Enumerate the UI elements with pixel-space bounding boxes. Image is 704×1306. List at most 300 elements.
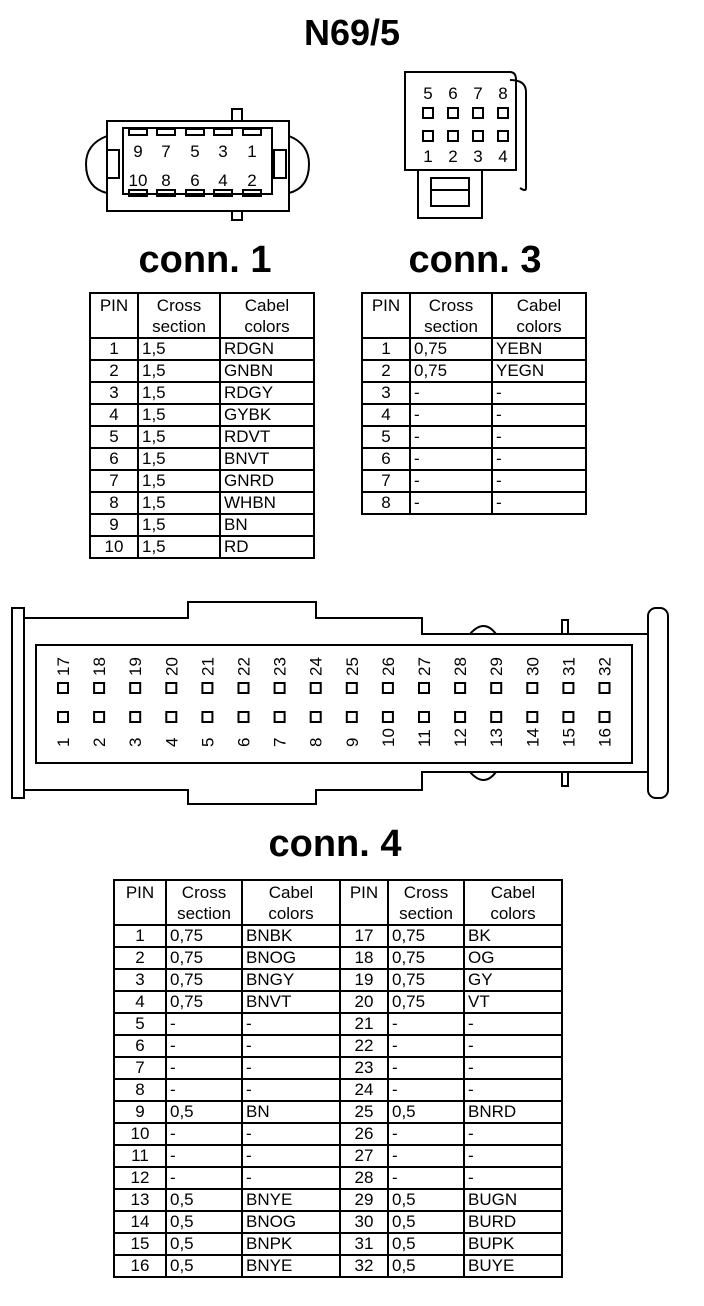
- pin-cell: 12: [114, 1167, 166, 1189]
- table-cell: -: [166, 1145, 242, 1167]
- table-row: [114, 1233, 562, 1255]
- table-cell: -: [410, 382, 492, 404]
- conn4-slot-bottom: [563, 712, 573, 722]
- table-row: [90, 404, 314, 426]
- conn4-pin-label: 15: [559, 728, 579, 747]
- conn4-pin-label: 18: [90, 657, 110, 676]
- conn4-pin-label: 31: [559, 657, 579, 676]
- table-cell: BNVT: [242, 991, 340, 1013]
- conn1-pin-table: [89, 292, 315, 559]
- table-cell: -: [464, 1035, 562, 1057]
- table-row: [362, 426, 586, 448]
- conn1-left-clip: [86, 136, 107, 193]
- conn4-pin-label: 19: [126, 657, 146, 676]
- pin-cell: 11: [114, 1145, 166, 1167]
- conn3-pin-label: 1: [423, 147, 433, 166]
- table-row: [114, 1189, 562, 1211]
- conn4-slot-top: [455, 683, 465, 693]
- conn3-slot-top: [448, 108, 458, 118]
- pin-cell: 10: [90, 536, 138, 558]
- table-cell: -: [166, 1035, 242, 1057]
- header-line: colors: [244, 317, 290, 336]
- table-row: [114, 969, 562, 991]
- conn4-pin-label: 32: [595, 657, 615, 676]
- conn4-slot-bottom: [94, 712, 104, 722]
- table-cell: GYBK: [220, 404, 314, 426]
- table-row: [114, 947, 562, 969]
- conn1-pin-label: 10: [128, 171, 148, 190]
- header-line: Cabel: [516, 296, 562, 315]
- table-row: [114, 925, 562, 947]
- table-cell: 0,5: [388, 1101, 464, 1123]
- table-cell: 0,5: [388, 1233, 464, 1255]
- table-cell: BNOG: [242, 1211, 340, 1233]
- conn4-slot-bottom: [239, 712, 249, 722]
- table-cell: -: [492, 492, 586, 514]
- conn4-pin-label: 7: [270, 737, 290, 747]
- table-cell: -: [410, 470, 492, 492]
- conn4-pin-label: 17: [54, 657, 73, 676]
- table-header-row: [90, 293, 314, 338]
- table-cell: 0,75: [410, 360, 492, 382]
- table-cell: RDGN: [220, 338, 314, 360]
- table-cell: BUGN: [464, 1189, 562, 1211]
- table-cell: -: [464, 1123, 562, 1145]
- table-cell: 0,5: [166, 1101, 242, 1123]
- conn4-slot-top: [491, 683, 501, 693]
- table-cell: -: [242, 1057, 340, 1079]
- conn3-pin-label: 3: [473, 147, 483, 166]
- table-row: [90, 426, 314, 448]
- conn4-pin-label: 16: [595, 728, 615, 747]
- table-cell: -: [166, 1167, 242, 1189]
- table-cell: 1,5: [138, 426, 220, 448]
- table-cell: 0,5: [166, 1211, 242, 1233]
- table-cell: 0,75: [166, 991, 242, 1013]
- conn4-pin-label: 23: [270, 657, 290, 676]
- conn1-slot-top: [214, 129, 232, 135]
- table-cell: -: [242, 1013, 340, 1035]
- header-line: Cabel: [244, 296, 290, 315]
- conn4-slots: [58, 683, 610, 722]
- cross-section-header: [410, 293, 492, 338]
- conn4-slot-bottom: [491, 712, 501, 722]
- table-cell: BN: [242, 1101, 340, 1123]
- table-row: [114, 1211, 562, 1233]
- table-cell: RDGY: [220, 382, 314, 404]
- table-cell: -: [388, 1167, 464, 1189]
- table-cell: 1,5: [138, 536, 220, 558]
- table-cell: 0,75: [388, 947, 464, 969]
- pin-cell: 1: [114, 925, 166, 947]
- table-cell: 0,5: [166, 1189, 242, 1211]
- table-cell: 1,5: [138, 448, 220, 470]
- table-cell: -: [492, 426, 586, 448]
- conn1-pin-label: 8: [161, 171, 171, 190]
- conn4-pin-label: 25: [342, 657, 362, 676]
- conn4-bottom-bump: [470, 772, 496, 780]
- conn3-pin-labels: [423, 84, 507, 166]
- pin-cell: 3: [90, 382, 138, 404]
- conn3-slot-bottom: [473, 131, 483, 141]
- table-row: [90, 536, 314, 558]
- pin-cell: 10: [114, 1123, 166, 1145]
- pin-header: PIN: [362, 293, 410, 338]
- header-line: colors: [490, 904, 536, 923]
- pin-cell: 32: [340, 1255, 388, 1277]
- conn1-latch-top: [232, 109, 242, 121]
- conn4-top-pin: [562, 620, 568, 634]
- table-cell: -: [242, 1035, 340, 1057]
- conn4-pin-table: [113, 879, 563, 1278]
- pin-header: PIN: [114, 880, 166, 925]
- pin-cell: 15: [114, 1233, 166, 1255]
- table-cell: 1,5: [138, 360, 220, 382]
- table-row: [362, 360, 586, 382]
- table-cell: -: [242, 1123, 340, 1145]
- table-cell: -: [464, 1145, 562, 1167]
- pin-cell: 20: [340, 991, 388, 1013]
- conn1-right-key: [274, 150, 286, 178]
- conn3-slot-bottom: [448, 131, 458, 141]
- table-cell: -: [410, 426, 492, 448]
- table-cell: 1,5: [138, 382, 220, 404]
- table-cell: YEBN: [492, 338, 586, 360]
- conn3-pin-label: 2: [448, 147, 458, 166]
- pin-cell: 2: [114, 947, 166, 969]
- table-row: [114, 1057, 562, 1079]
- table-cell: -: [166, 1123, 242, 1145]
- table-cell: BNYE: [242, 1255, 340, 1277]
- pin-cell: 19: [340, 969, 388, 991]
- pin-cell: 23: [340, 1057, 388, 1079]
- pin-cell: 6: [114, 1035, 166, 1057]
- header-line: Cabel: [490, 883, 536, 902]
- conn1-drawing: [86, 109, 309, 220]
- conn4-pin-label: 6: [234, 737, 254, 747]
- table-cell: -: [410, 404, 492, 426]
- table-cell: 0,75: [388, 991, 464, 1013]
- cross-section-header: [388, 880, 464, 925]
- table-row: [362, 448, 586, 470]
- conn3-pin-label: 8: [498, 84, 508, 103]
- table-cell: -: [388, 1035, 464, 1057]
- conn4-pin-label: 24: [306, 657, 326, 676]
- table-row: [362, 470, 586, 492]
- table-cell: BUYE: [464, 1255, 562, 1277]
- conn3-slot-bottom: [423, 131, 433, 141]
- table-cell: 1,5: [138, 514, 220, 536]
- pin-cell: 27: [340, 1145, 388, 1167]
- table-row: [114, 1101, 562, 1123]
- table-cell: BURD: [464, 1211, 562, 1233]
- table-row: [362, 404, 586, 426]
- table-cell: BNYE: [242, 1189, 340, 1211]
- conn3-slot-top: [473, 108, 483, 118]
- conn4-pin-label: 2: [90, 737, 110, 747]
- table-cell: 0,5: [388, 1211, 464, 1233]
- conn4-pin-label: 12: [451, 728, 471, 747]
- table-row: [114, 1167, 562, 1189]
- pin-cell: 31: [340, 1233, 388, 1255]
- conn4-pin-label: 28: [451, 657, 471, 676]
- conn4-slot-top: [202, 683, 212, 693]
- header-line: Cross: [156, 296, 202, 315]
- table-row: [114, 991, 562, 1013]
- conn4-pin-label: 4: [162, 737, 182, 747]
- conn1-pin-labels: [129, 142, 257, 190]
- table-cell: -: [388, 1079, 464, 1101]
- conn4-bottom-pin: [562, 772, 568, 786]
- conn4-slot-top: [239, 683, 249, 693]
- conn4-slot-bottom: [347, 712, 357, 722]
- conn1-pin-label: 3: [218, 142, 228, 161]
- conn3-pin-label: 5: [423, 84, 433, 103]
- pin-cell: 4: [362, 404, 410, 426]
- pin-cell: 22: [340, 1035, 388, 1057]
- table-cell: GNBN: [220, 360, 314, 382]
- pin-cell: 7: [90, 470, 138, 492]
- conn1-slot-top: [129, 129, 147, 135]
- conn4-slot-top: [419, 683, 429, 693]
- table-cell: BNGY: [242, 969, 340, 991]
- table-cell: 1,5: [138, 404, 220, 426]
- conn4-pin-label: 21: [198, 657, 218, 676]
- cabel-colors-header: [220, 293, 314, 338]
- pin-cell: 4: [90, 404, 138, 426]
- conn3-slot-top: [423, 108, 433, 118]
- table-cell: GY: [464, 969, 562, 991]
- table-cell: BNBK: [242, 925, 340, 947]
- pin-cell: 8: [362, 492, 410, 514]
- conn4-slot-top: [563, 683, 573, 693]
- table-cell: BNPK: [242, 1233, 340, 1255]
- conn4-pin-label: 27: [415, 657, 434, 676]
- pin-cell: 5: [90, 426, 138, 448]
- pin-cell: 2: [362, 360, 410, 382]
- table-cell: -: [242, 1079, 340, 1101]
- header-line: section: [177, 904, 231, 923]
- pin-cell: 17: [340, 925, 388, 947]
- conn4-slot-top: [311, 683, 321, 693]
- conn4-pin-label: 30: [523, 657, 543, 676]
- table-row: [114, 1035, 562, 1057]
- conn1-slot-top: [186, 129, 204, 135]
- conn3-pin-label: 7: [473, 84, 483, 103]
- table-cell: OG: [464, 947, 562, 969]
- table-cell: -: [464, 1167, 562, 1189]
- conn4-slot-bottom: [419, 712, 429, 722]
- conn4-slot-top: [58, 683, 68, 693]
- conn3-slots: [423, 108, 508, 141]
- conn4-slot-bottom: [600, 712, 610, 722]
- table-row: [90, 470, 314, 492]
- pin-cell: 6: [362, 448, 410, 470]
- table-cell: BUPK: [464, 1233, 562, 1255]
- conn4-pin-label: 29: [487, 657, 507, 676]
- table-cell: 0,75: [166, 925, 242, 947]
- conn4-pin-label: 9: [342, 737, 362, 747]
- table-cell: 0,5: [166, 1233, 242, 1255]
- conn1-slot-top: [157, 129, 175, 135]
- conn4-pin-label: 8: [306, 737, 326, 747]
- pin-cell: 3: [362, 382, 410, 404]
- table-row: [362, 338, 586, 360]
- conn4-pin-label: 14: [523, 728, 543, 747]
- conn4-pin-label: 3: [126, 737, 146, 747]
- conn4-slot-bottom: [383, 712, 393, 722]
- table-cell: -: [410, 448, 492, 470]
- conn3-slot-top: [498, 108, 508, 118]
- table-cell: VT: [464, 991, 562, 1013]
- conn3-title: conn. 3: [408, 239, 542, 281]
- table-cell: -: [464, 1079, 562, 1101]
- table-cell: WHBN: [220, 492, 314, 514]
- table-cell: -: [388, 1123, 464, 1145]
- pin-cell: 29: [340, 1189, 388, 1211]
- pin-cell: 8: [114, 1079, 166, 1101]
- header-line: section: [152, 317, 206, 336]
- pin-cell: 9: [114, 1101, 166, 1123]
- cabel-colors-header: [242, 880, 340, 925]
- table-cell: -: [388, 1057, 464, 1079]
- conn3-slot-bottom: [498, 131, 508, 141]
- conn4-slot-bottom: [311, 712, 321, 722]
- pin-cell: 18: [340, 947, 388, 969]
- pin-cell: 7: [362, 470, 410, 492]
- pin-cell: 26: [340, 1123, 388, 1145]
- conn4-slot-bottom: [275, 712, 285, 722]
- table-row: [362, 382, 586, 404]
- conn1-left-key: [107, 150, 119, 178]
- table-cell: BNOG: [242, 947, 340, 969]
- header-line: Cross: [403, 883, 449, 902]
- table-row: [90, 382, 314, 404]
- table-row: [90, 360, 314, 382]
- table-cell: 0,75: [388, 925, 464, 947]
- conn4-pin-labels: [54, 657, 615, 747]
- conn4-pin-label: 11: [415, 729, 434, 747]
- conn4-pin-label: 5: [198, 737, 218, 747]
- conn1-pin-label: 5: [190, 142, 200, 161]
- table-row: [114, 1013, 562, 1035]
- pin-header: PIN: [90, 293, 138, 338]
- conn4-slot-top: [130, 683, 140, 693]
- conn4-right-flange: [648, 608, 668, 798]
- table-cell: -: [492, 470, 586, 492]
- pin-cell: 5: [362, 426, 410, 448]
- conn4-slot-top: [275, 683, 285, 693]
- conn4-bottom-edge: [24, 772, 648, 804]
- conn4-pin-label: 10: [378, 728, 398, 747]
- conn4-pin-label: 13: [487, 728, 507, 747]
- table-row: [90, 492, 314, 514]
- table-cell: 0,75: [166, 947, 242, 969]
- conn4-slot-top: [600, 683, 610, 693]
- conn4-slot-bottom: [58, 712, 68, 722]
- pin-cell: 16: [114, 1255, 166, 1277]
- conn4-pin-label: 22: [234, 657, 254, 676]
- table-row: [362, 492, 586, 514]
- table-cell: -: [464, 1057, 562, 1079]
- conn3-latch: [431, 178, 469, 206]
- conn4-slot-bottom: [130, 712, 140, 722]
- conn4-left-flange: [12, 608, 24, 798]
- conn1-pin-label: 9: [133, 142, 143, 161]
- table-row: [90, 514, 314, 536]
- table-cell: -: [492, 404, 586, 426]
- header-line: Cabel: [268, 883, 314, 902]
- pin-cell: 3: [114, 969, 166, 991]
- table-cell: 0,75: [166, 969, 242, 991]
- table-row: [114, 1255, 562, 1277]
- table-cell: RDVT: [220, 426, 314, 448]
- table-cell: GNRD: [220, 470, 314, 492]
- pin-cell: 5: [114, 1013, 166, 1035]
- conn1-title: conn. 1: [138, 239, 272, 281]
- pin-cell: 28: [340, 1167, 388, 1189]
- header-line: section: [399, 904, 453, 923]
- header-line: section: [424, 317, 478, 336]
- pin-cell: 14: [114, 1211, 166, 1233]
- table-cell: BK: [464, 925, 562, 947]
- cabel-colors-header: [492, 293, 586, 338]
- table-cell: -: [166, 1079, 242, 1101]
- conn1-slot-top: [243, 129, 261, 135]
- header-line: Cross: [181, 883, 227, 902]
- page-title: N69/5: [303, 12, 401, 53]
- table-cell: 1,5: [138, 470, 220, 492]
- header-line: colors: [268, 904, 314, 923]
- table-header-row: [114, 880, 562, 925]
- pin-cell: 25: [340, 1101, 388, 1123]
- table-cell: -: [388, 1145, 464, 1167]
- conn1-pin-label: 7: [161, 142, 171, 161]
- conn4-slot-top: [94, 683, 104, 693]
- conn4-slot-bottom: [202, 712, 212, 722]
- table-cell: 0,75: [388, 969, 464, 991]
- table-header-row: [362, 293, 586, 338]
- pin-cell: 6: [90, 448, 138, 470]
- pin-cell: 9: [90, 514, 138, 536]
- cabel-colors-header: [464, 880, 562, 925]
- conn4-slot-top: [166, 683, 176, 693]
- table-row: [114, 1123, 562, 1145]
- table-cell: BN: [220, 514, 314, 536]
- conn1-pin-label: 4: [218, 171, 228, 190]
- pin-cell: 7: [114, 1057, 166, 1079]
- table-cell: -: [166, 1013, 242, 1035]
- pin-cell: 24: [340, 1079, 388, 1101]
- cross-section-header: [166, 880, 242, 925]
- table-row: [114, 1079, 562, 1101]
- pin-cell: 21: [340, 1013, 388, 1035]
- table-row: [90, 448, 314, 470]
- conn1-pin-label: 6: [190, 171, 200, 190]
- table-row: [114, 1145, 562, 1167]
- pin-cell: 1: [362, 338, 410, 360]
- table-cell: 1,5: [138, 338, 220, 360]
- table-cell: 1,5: [138, 492, 220, 514]
- table-cell: 0,5: [388, 1189, 464, 1211]
- pin-cell: 13: [114, 1189, 166, 1211]
- conn3-pin-label: 6: [448, 84, 458, 103]
- conn4-slot-top: [527, 683, 537, 693]
- conn1-pin-label: 2: [247, 171, 257, 190]
- table-cell: BNRD: [464, 1101, 562, 1123]
- conn4-drawing: [12, 602, 668, 804]
- conn4-slot-bottom: [166, 712, 176, 722]
